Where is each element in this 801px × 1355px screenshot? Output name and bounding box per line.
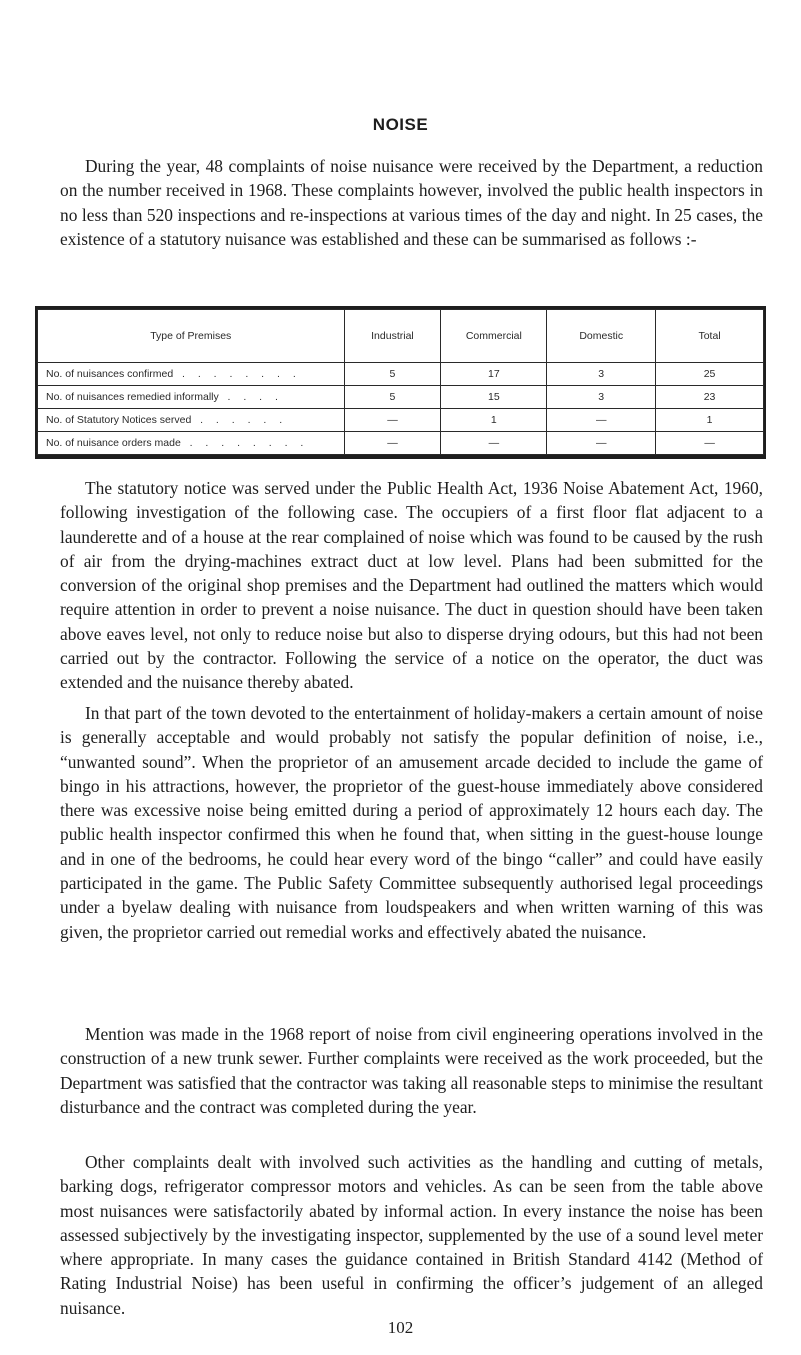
table-row bbox=[38, 432, 764, 455]
header-industrial: Industrial bbox=[344, 310, 441, 363]
leader-dots: . . . . bbox=[227, 391, 283, 403]
page-number: 102 bbox=[387, 1318, 414, 1337]
leader-dots: . . . . . . bbox=[200, 414, 288, 426]
table-row bbox=[38, 363, 764, 386]
row-label: No. of nuisances remedied informally bbox=[46, 391, 219, 403]
row-label-cell bbox=[38, 363, 345, 386]
row-label: No. of Statutory Notices served bbox=[46, 414, 192, 426]
row-label: No. of nuisances confirmed bbox=[46, 368, 174, 380]
cell-commercial: 17 bbox=[441, 363, 547, 386]
cell-total: 23 bbox=[656, 386, 764, 409]
header-domestic: Domestic bbox=[547, 310, 656, 363]
cell-industrial: — bbox=[344, 409, 441, 432]
cell-industrial: 5 bbox=[344, 386, 441, 409]
cell-domestic: — bbox=[547, 409, 656, 432]
nuisance-summary-table bbox=[37, 309, 764, 455]
nuisance-table-frame bbox=[35, 306, 766, 459]
table-row bbox=[38, 409, 764, 432]
cell-domestic: — bbox=[547, 432, 656, 455]
cell-domestic: 3 bbox=[547, 363, 656, 386]
cell-total: 25 bbox=[656, 363, 764, 386]
sewer-paragraph: Mention was made in the 1968 report of noise from civil engineering operations involved in the construction of a new trunk sewer. Further complaints were received as the work proceeded, but the Department was satisfied that the contractor was taking all reasonable steps to minimise the resultant disturbance and the contract was completed during the year. bbox=[60, 1024, 763, 1117]
other-complaints-paragraph: Other complaints dealt with involved such activities as the handling and cutting of metals, barking dogs, refrigerator compressor motors and vehicles. As can be seen from the table above most nuisances were satisfactorily abated by informal action. In every instance the noise has been assessed subjectively by the investigating inspector, supplemented by the use of a sound level meter where appropriate. In many cases the guidance contained in British Standard 4142 (Method of Rating Industrial Noise) has been useful in confirming the officer’s judgement of an alleged nuisance. bbox=[60, 1152, 763, 1318]
bingo-paragraph: In that part of the town devoted to the entertainment of holiday-makers a certain amount of noise is generally acceptable and would probably not satisfy the popular definition of noise, i.e., “unwanted sound”. When the proprietor of an amusement arcade decided to include the game of bingo in his attractions, however, the proprietor of the guest-house immediately above considered there was excessive noise being emitted during a period of approximately 12 hours each day. The public health inspector confirmed this when he found that, when sitting in the guest-house lounge and in one of the bedrooms, he could hear every word of the bingo “caller” and could have easily participated in the game. The Public Safety Committee subsequently authorised legal proceedings under a byelaw dealing with nuisance from loudspeakers and when written warning of this was given, the proprietor carried out remedial works and effectively abated the nuisance. bbox=[60, 703, 763, 942]
row-label: No. of nuisance orders made bbox=[46, 437, 181, 449]
cell-industrial: — bbox=[344, 432, 441, 455]
table-row bbox=[38, 386, 764, 409]
row-label-cell bbox=[38, 386, 345, 409]
cell-commercial: — bbox=[441, 432, 547, 455]
statutory-notice-paragraph: The statutory notice was served under the Public Health Act, 1936 Noise Abatement Act, 1960, following investigation of the following case. The occupiers of a first floor flat adjacent to a launderette and of a house at the rear complained of noise which was found to be caused by the rush of air from the drying-machines extract duct at low level. Plans had been submitted for the conversion of the original shop premises and the Department had outlined the matters which would require attention in order to prevent a noise nuisance. The duct in question should have been taken above eaves level, not only to reduce noise but also to disperse drying odours, but this had not been carried out by the contractor. Following the service of a notice on the operator, the duct was extended and the nuisance thereby abated. bbox=[60, 478, 763, 693]
cell-industrial: 5 bbox=[344, 363, 441, 386]
header-type-of-premises: Type of Premises bbox=[38, 310, 345, 363]
header-commercial: Commercial bbox=[441, 310, 547, 363]
cell-total: — bbox=[656, 432, 764, 455]
cell-commercial: 15 bbox=[441, 386, 547, 409]
row-label-cell bbox=[38, 409, 345, 432]
cell-domestic: 3 bbox=[547, 386, 656, 409]
leader-dots: . . . . . . . . bbox=[189, 437, 309, 449]
cell-commercial: 1 bbox=[441, 409, 547, 432]
intro-paragraph: During the year, 48 complaints of noise nuisance were received by the Department, a reduction on the number received in 1968. These complaints however, involved the public health inspectors in no less than 520 inspections and re-inspections at various times of the day and night. In 25 cases, the existence of a statutory nuisance was established and these can be summarised as follows :- bbox=[60, 156, 763, 249]
row-label-cell bbox=[38, 432, 345, 455]
page-title: NOISE bbox=[372, 115, 429, 134]
leader-dots: . . . . . . . . bbox=[182, 368, 301, 380]
cell-total: 1 bbox=[656, 409, 764, 432]
table-header-row bbox=[38, 310, 764, 363]
header-total: Total bbox=[656, 310, 764, 363]
